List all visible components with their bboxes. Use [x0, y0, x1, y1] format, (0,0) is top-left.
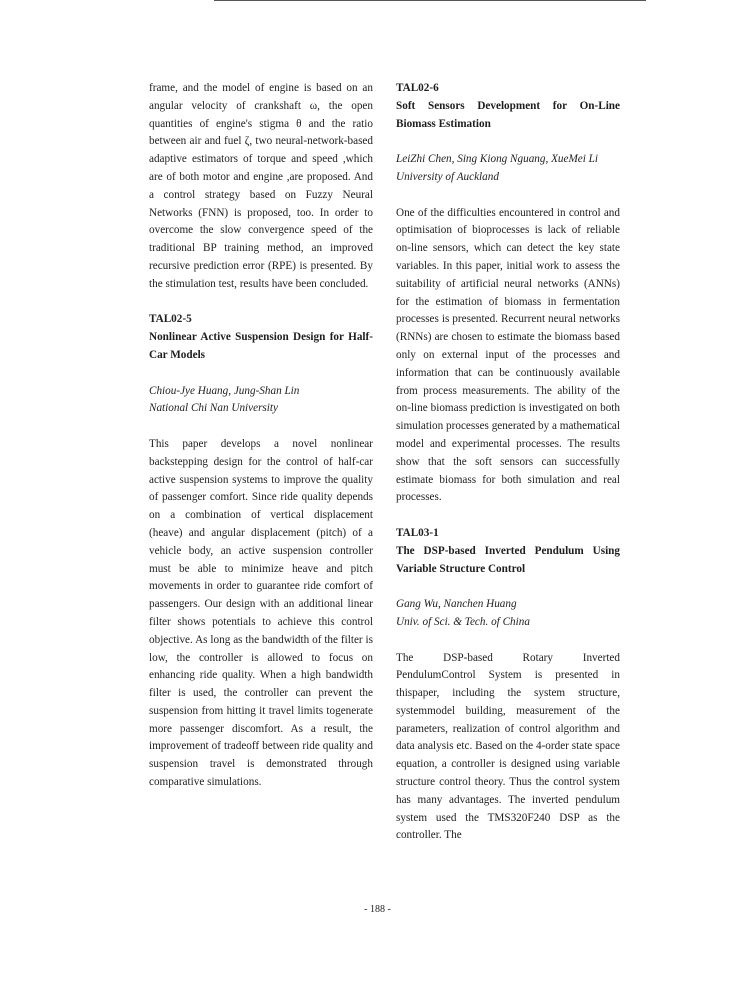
paper-title: Soft Sensors Development for On-Line Biomass Estimation	[396, 99, 620, 130]
left-column	[149, 80, 373, 792]
paper-entry-tal02-6	[396, 80, 620, 507]
paper-abstract: This paper develops a novel nonlinear backstepping design for the control of half-car active suspension systems to improve the quality of passenger comfort. Since ride quality depends on a combination of vertical displacement (heave) and angular displacement (pitch) of a vehicle body, an active suspension controller must be able to minimize heave and pitch movements in order to guarantee ride comfort of passengers. Our design with an additional linear filter shows potentials to achieve this control objective. As long as the bandwidth of the filter is low, the controller is allowed to focus on enhancing ride quality. When a high bandwidth filter is used, the controller can prevent the suspension from hitting it travel limits togenerate more passenger discomfort. As a result, the improvement of tradeoff between ride quality and suspension travel is demonstrated through comparative simulations.	[149, 437, 373, 789]
paper-affiliation: Univ. of Sci. & Tech. of China	[396, 615, 530, 628]
right-column	[396, 80, 620, 845]
paper-authors: Gang Wu, Nanchen Huang	[396, 598, 517, 611]
paper-code: TAL02-5	[149, 313, 192, 326]
paper-abstract: The DSP-based Rotary Inverted PendulumControl System is presented in thispaper, including the system structure, systemmodel building, measurement of the parameters, realization of control algorithm and data analysis etc. Based on the 4-order state space equation, a controller is designed using variable structure control theory. Thus the control system has many advantages. The inverted pendulum system used the TMS320F240 DSP as the controller. The	[396, 651, 620, 842]
paper-abstract: One of the difficulties encountered in control and optimisation of bioprocesses is lack of reliable on-line sensors, which can detect the key state variables. In this paper, initial work to assess the suitability of artificial neural networks (ANNs) for the estimation of biomass in fermentation processes is presented. Recurrent neural networks (RNNs) are chosen to estimate the biomass based only on external input of the processes and information that can be continuously available from process measurements. The ability of the on-line biomass prediction is investigated on both simulation processes generated by a mathematical model and experimental processes. The results show that the soft sensors can successfully estimate biomass for both simulation and real processes.	[396, 206, 620, 504]
continuation-text: frame, and the model of engine is based on an angular velocity of crankshaft ω, the open quantities of engine's stigma θ and the ratio between air and fuel ζ, two neural-network-based adaptive estimators of torque and speed ,which are of both motor and engine ,are proposed. And a control strategy based on Fuzzy Neural Networks (FNN) is proposed, too. In order to overcome the slow convergence speed of the traditional BP training method, an improved recursive prediction error (RPE) is presented. By the stimulation test, results have been concluded.	[149, 82, 373, 290]
paper-authors: Chiou-Jye Huang, Jung-Shan Lin	[149, 384, 300, 397]
paper-code: TAL03-1	[396, 526, 439, 539]
paper-title: The DSP-based Inverted Pendulum Using Variable Structure Control	[396, 544, 620, 575]
page-top-rule	[214, 0, 646, 1]
paper-entry-tal02-5	[149, 311, 373, 792]
paper-code: TAL02-6	[396, 82, 439, 94]
paper-affiliation: National Chi Nan University	[149, 402, 278, 415]
paper-title: Nonlinear Active Suspension Design for Half-Car Models	[149, 331, 373, 361]
paper-entry-tal03-1	[396, 525, 620, 845]
page-number: - 188 -	[364, 904, 391, 915]
paper-authors: LeiZhi Chen, Sing Kiong Nguang, XueMei Li	[396, 153, 598, 166]
paper-affiliation: University of Auckland	[396, 170, 499, 183]
